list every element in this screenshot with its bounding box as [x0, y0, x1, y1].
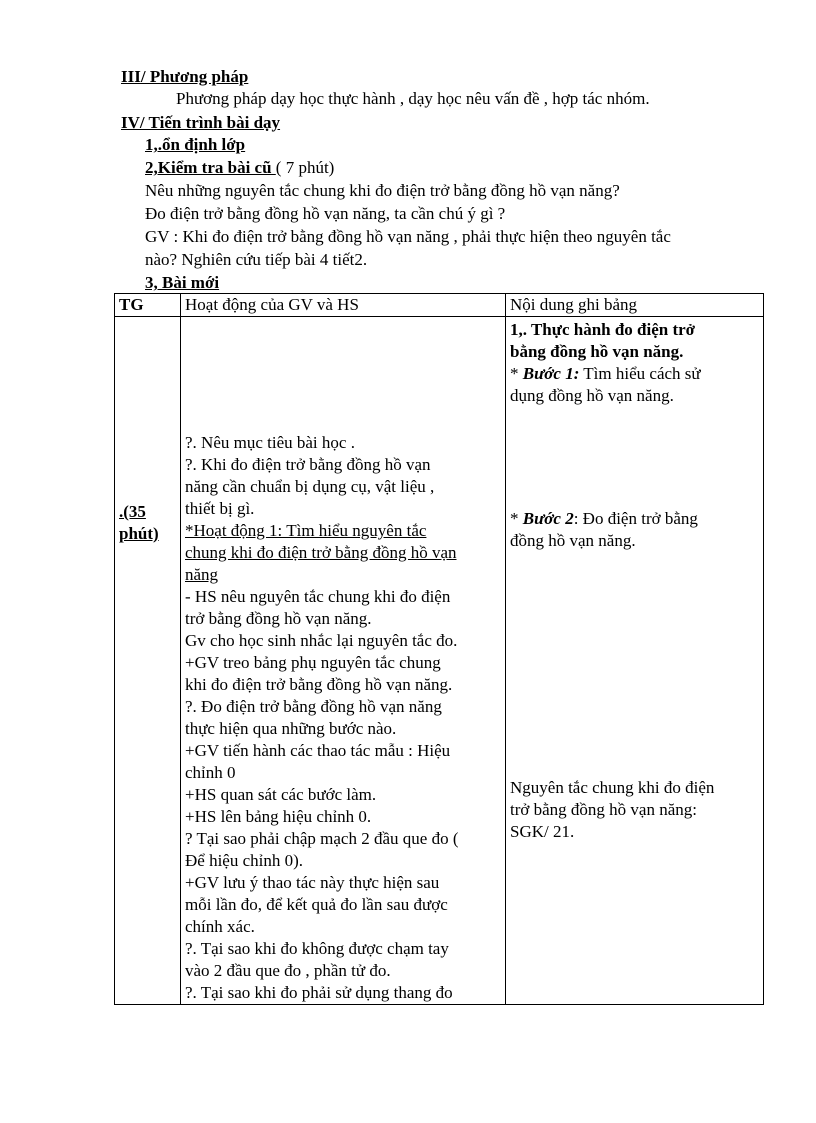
activity-line: Gv cho học sinh nhắc lại nguyên tắc đo.	[185, 631, 458, 650]
principle-line-3: SGK/ 21.	[510, 822, 575, 841]
review-question-2: Đo điện trở bằng đồng hồ vạn năng, ta cần chú ý gì ?	[145, 204, 506, 223]
activity-heading-line: *Hoạt động 1: Tìm hiểu nguyên tắc	[185, 521, 427, 540]
activity-heading-line: năng	[185, 565, 219, 584]
time-value-line-1: .(35	[119, 502, 146, 521]
step-review-label: 2,Kiểm tra bài cũ	[145, 158, 276, 177]
lesson-plan-table	[114, 293, 764, 1005]
activity-line: +HS quan sát các bước làm.	[185, 785, 377, 804]
activity-line: ?. Khi đo điện trở bằng đồng hồ vạn	[185, 455, 431, 474]
step-1-line-1	[510, 363, 759, 385]
header-time: TG	[115, 294, 181, 317]
activity-line: năng cần chuẩn bị dụng cụ, vật liệu ,	[185, 477, 435, 496]
step-2-line-2: đồng hồ vạn năng.	[510, 531, 636, 550]
header-board-content: Nội dung ghi bảng	[506, 294, 764, 317]
step-review-old-lesson	[145, 157, 334, 179]
step-review-time: ( 7 phút)	[275, 158, 335, 177]
activity-line: chỉnh 0	[185, 763, 236, 782]
teacher-note-line-1: GV : Khi đo điện trở bằng đồng hồ vạn năng , phải thực hiện theo nguyên tắc	[145, 227, 671, 246]
activity-line: +GV tiến hành các thao tác mẫu : Hiệu	[185, 741, 451, 760]
section-heading-procedure: IV/ Tiến trình bài dạy	[121, 113, 281, 132]
step-new-lesson: 3, Bài mới	[145, 273, 220, 292]
time-value-line-2: phút)	[119, 524, 159, 543]
activity-line: khi đo điện trở bằng đồng hồ vạn năng.	[185, 675, 453, 694]
activity-line: thiết bị gì.	[185, 499, 255, 518]
section-heading-method: III/ Phương pháp	[121, 67, 249, 86]
step-1-label: Bước 1:	[522, 364, 580, 383]
step-1-text: Tìm hiểu cách sử	[579, 364, 701, 383]
step-stabilize-class: 1,.ổn định lớp	[145, 135, 246, 154]
activity-line: ? Tại sao phải chập mạch 2 đầu que đo (	[185, 829, 459, 848]
activity-line: trở bằng đồng hồ vạn năng.	[185, 609, 372, 628]
table-row	[115, 317, 764, 1005]
activity-line: ?. Đo điện trở bằng đồng hồ vạn năng	[185, 697, 442, 716]
activity-line: thực hiện qua những bước nào.	[185, 719, 397, 738]
activity-line: +GV lưu ý thao tác này thực hiện sau	[185, 873, 440, 892]
activity-line: mỗi lần đo, để kết quả đo lần sau được	[185, 895, 448, 914]
step-1-bullet: *	[510, 364, 523, 383]
header-activities: Hoạt động của GV và HS	[181, 294, 506, 317]
principle-line-1: Nguyên tắc chung khi đo điện	[510, 778, 715, 797]
time-cell	[115, 317, 181, 1005]
activity-line: ?. Tại sao khi đo phải sử dụng thang đo	[185, 983, 453, 1002]
table-header-row	[115, 294, 764, 317]
activity-line: ?. Nêu mục tiêu bài học .	[185, 433, 355, 452]
method-text: Phương pháp dạy học thực hành , dạy học nêu vấn đề , hợp tác nhóm.	[176, 89, 650, 108]
activity-line: +GV treo bảng phụ nguyên tắc chung	[185, 653, 441, 672]
step-2-bullet: *	[510, 509, 523, 528]
activity-line: Để hiệu chỉnh 0).	[185, 851, 304, 870]
activity-heading-line: chung khi đo điện trở bằng đồng hồ vạn	[185, 543, 457, 562]
activity-line: +HS lên bảng hiệu chỉnh 0.	[185, 807, 372, 826]
step-2-text: : Đo điện trở bằng	[573, 509, 698, 528]
activity-line: ?. Tại sao khi đo không được chạm tay	[185, 939, 449, 958]
step-2-label: Bước 2	[522, 509, 574, 528]
practice-title-line-2: bằng đồng hồ vạn năng.	[510, 342, 684, 361]
step-1-line-2: dụng đồng hồ vạn năng.	[510, 386, 674, 405]
activity-line: chính xác.	[185, 917, 255, 936]
activities-cell	[181, 317, 506, 1005]
teacher-note-line-2: nào? Nghiên cứu tiếp bài 4 tiết2.	[145, 250, 368, 269]
activity-line: - HS nêu nguyên tắc chung khi đo điện	[185, 587, 451, 606]
step-2-line-1	[510, 508, 759, 530]
practice-title-line-1: 1,. Thực hành đo điện trở	[510, 320, 696, 339]
principle-line-2: trở bằng đồng hồ vạn năng:	[510, 800, 697, 819]
review-question-1: Nêu những nguyên tắc chung khi đo điện trở bằng đồng hồ vạn năng?	[145, 181, 620, 200]
board-content-cell	[506, 317, 764, 1005]
activity-line: vào 2 đầu que đo , phần tử đo.	[185, 961, 391, 980]
